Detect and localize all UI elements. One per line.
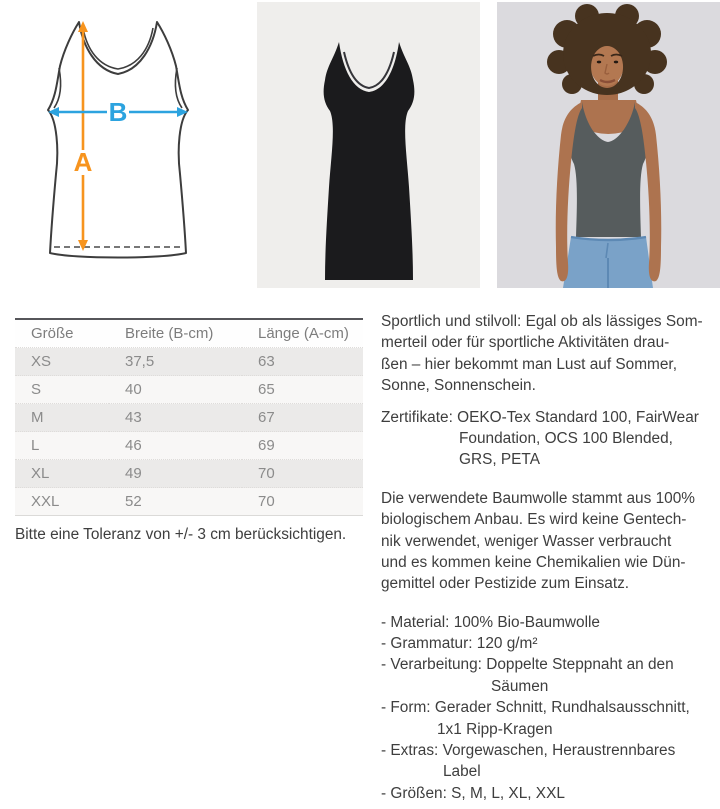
tank-top-outline [48, 22, 188, 258]
description-line: Label [443, 763, 481, 781]
size-table-cell: 65 [258, 381, 275, 398]
size-table-cell: S [31, 381, 42, 398]
tolerance-note: Bitte eine Toleranz von +/- 3 cm berücksichtigen. [15, 526, 347, 543]
description-line: biologischem Anbau. Es wird keine Gentech- [381, 511, 687, 529]
size-table-row [15, 404, 363, 432]
size-table-cell: XL [31, 465, 50, 482]
description-line: Sonne, Sonnenschein. [381, 377, 536, 395]
description-line: - Grammatur: 120 g/m² [381, 635, 538, 653]
description-line: und es kommen keine Chemikalien wie Dün- [381, 553, 686, 571]
size-table-cell: 37,5 [125, 353, 155, 370]
size-table-cell: 49 [125, 465, 142, 482]
size-table-cell: 69 [258, 437, 275, 454]
size-table-cell: 43 [125, 409, 142, 426]
description-line: - Material: 100% Bio-Baumwolle [381, 613, 600, 631]
tank-top-measurement-diagram [15, 2, 237, 288]
description-paragraph [381, 612, 714, 805]
measurement-label-a: A [73, 147, 93, 177]
model-jeans [563, 237, 653, 288]
size-table [15, 318, 363, 516]
description-line: GRS, PETA [459, 451, 540, 469]
description-line: merteil oder für sportliche Aktivitäten drau- [381, 334, 670, 352]
black-tank-top-image [257, 2, 480, 288]
description-paragraph [381, 488, 714, 595]
size-table-cell: 63 [258, 353, 275, 370]
description-line: Foundation, OCS 100 Blended, [459, 429, 673, 447]
description-line: Säumen [491, 677, 549, 695]
size-table-cell: XXL [31, 493, 60, 510]
description-line: Die verwendete Baumwolle stammt aus 100% [381, 489, 695, 507]
size-table-header-cell: Größe [31, 325, 74, 342]
size-table-cell: 46 [125, 437, 142, 454]
model-figure [547, 4, 667, 288]
model-wearing-tank-image [497, 2, 720, 288]
size-table-cell: 70 [258, 493, 275, 510]
description-paragraph [381, 407, 714, 471]
size-table-cell: 40 [125, 381, 142, 398]
size-table-row [15, 348, 363, 376]
description-line: Zertifikate: OEKO-Tex Standard 100, FairWear [381, 408, 699, 426]
size-table-cell: 67 [258, 409, 275, 426]
black-tank-shape [324, 42, 415, 280]
description-line: 1x1 Ripp-Kragen [437, 720, 553, 738]
description-line: ßen – hier bekommt man Lust auf Sommer, [381, 355, 677, 373]
product-description [381, 311, 714, 804]
size-table-header-cell: Länge (A-cm) [258, 325, 349, 342]
size-table-body [15, 348, 363, 516]
size-table-row [15, 488, 363, 516]
description-line: - Extras: Vorgewaschen, Heraustrennbares [381, 742, 676, 760]
product-photo-flat[interactable] [257, 2, 480, 288]
size-table-header-row [15, 319, 363, 348]
measurement-diagram-image[interactable] [15, 2, 237, 288]
measurement-label-b: B [108, 97, 128, 127]
size-table-header-cell: Breite (B-cm) [125, 325, 214, 342]
size-table-cell: XS [31, 353, 52, 370]
size-table-cell: 52 [125, 493, 142, 510]
description-line: Sportlich und stilvoll: Egal ob als lässiges Som- [381, 313, 703, 330]
size-table-row [15, 432, 363, 460]
size-table-cell: L [31, 437, 40, 454]
product-photo-model[interactable] [497, 2, 720, 288]
size-table-row [15, 376, 363, 404]
description-line: - Form: Gerader Schnitt, Rundhalsausschnitt, [381, 699, 690, 717]
size-table-row [15, 460, 363, 488]
size-table-cell: M [31, 409, 44, 426]
description-line: nik verwendet, weniger Wasser verbraucht [381, 532, 672, 550]
description-paragraph [381, 311, 714, 397]
description-line: - Größen: S, M, L, XL, XXL [381, 784, 565, 802]
description-line: gemittel oder Pestizide zum Einsatz. [381, 575, 630, 593]
size-table-cell: 70 [258, 465, 275, 482]
description-line: - Verarbeitung: Doppelte Steppnaht an den [381, 656, 674, 674]
